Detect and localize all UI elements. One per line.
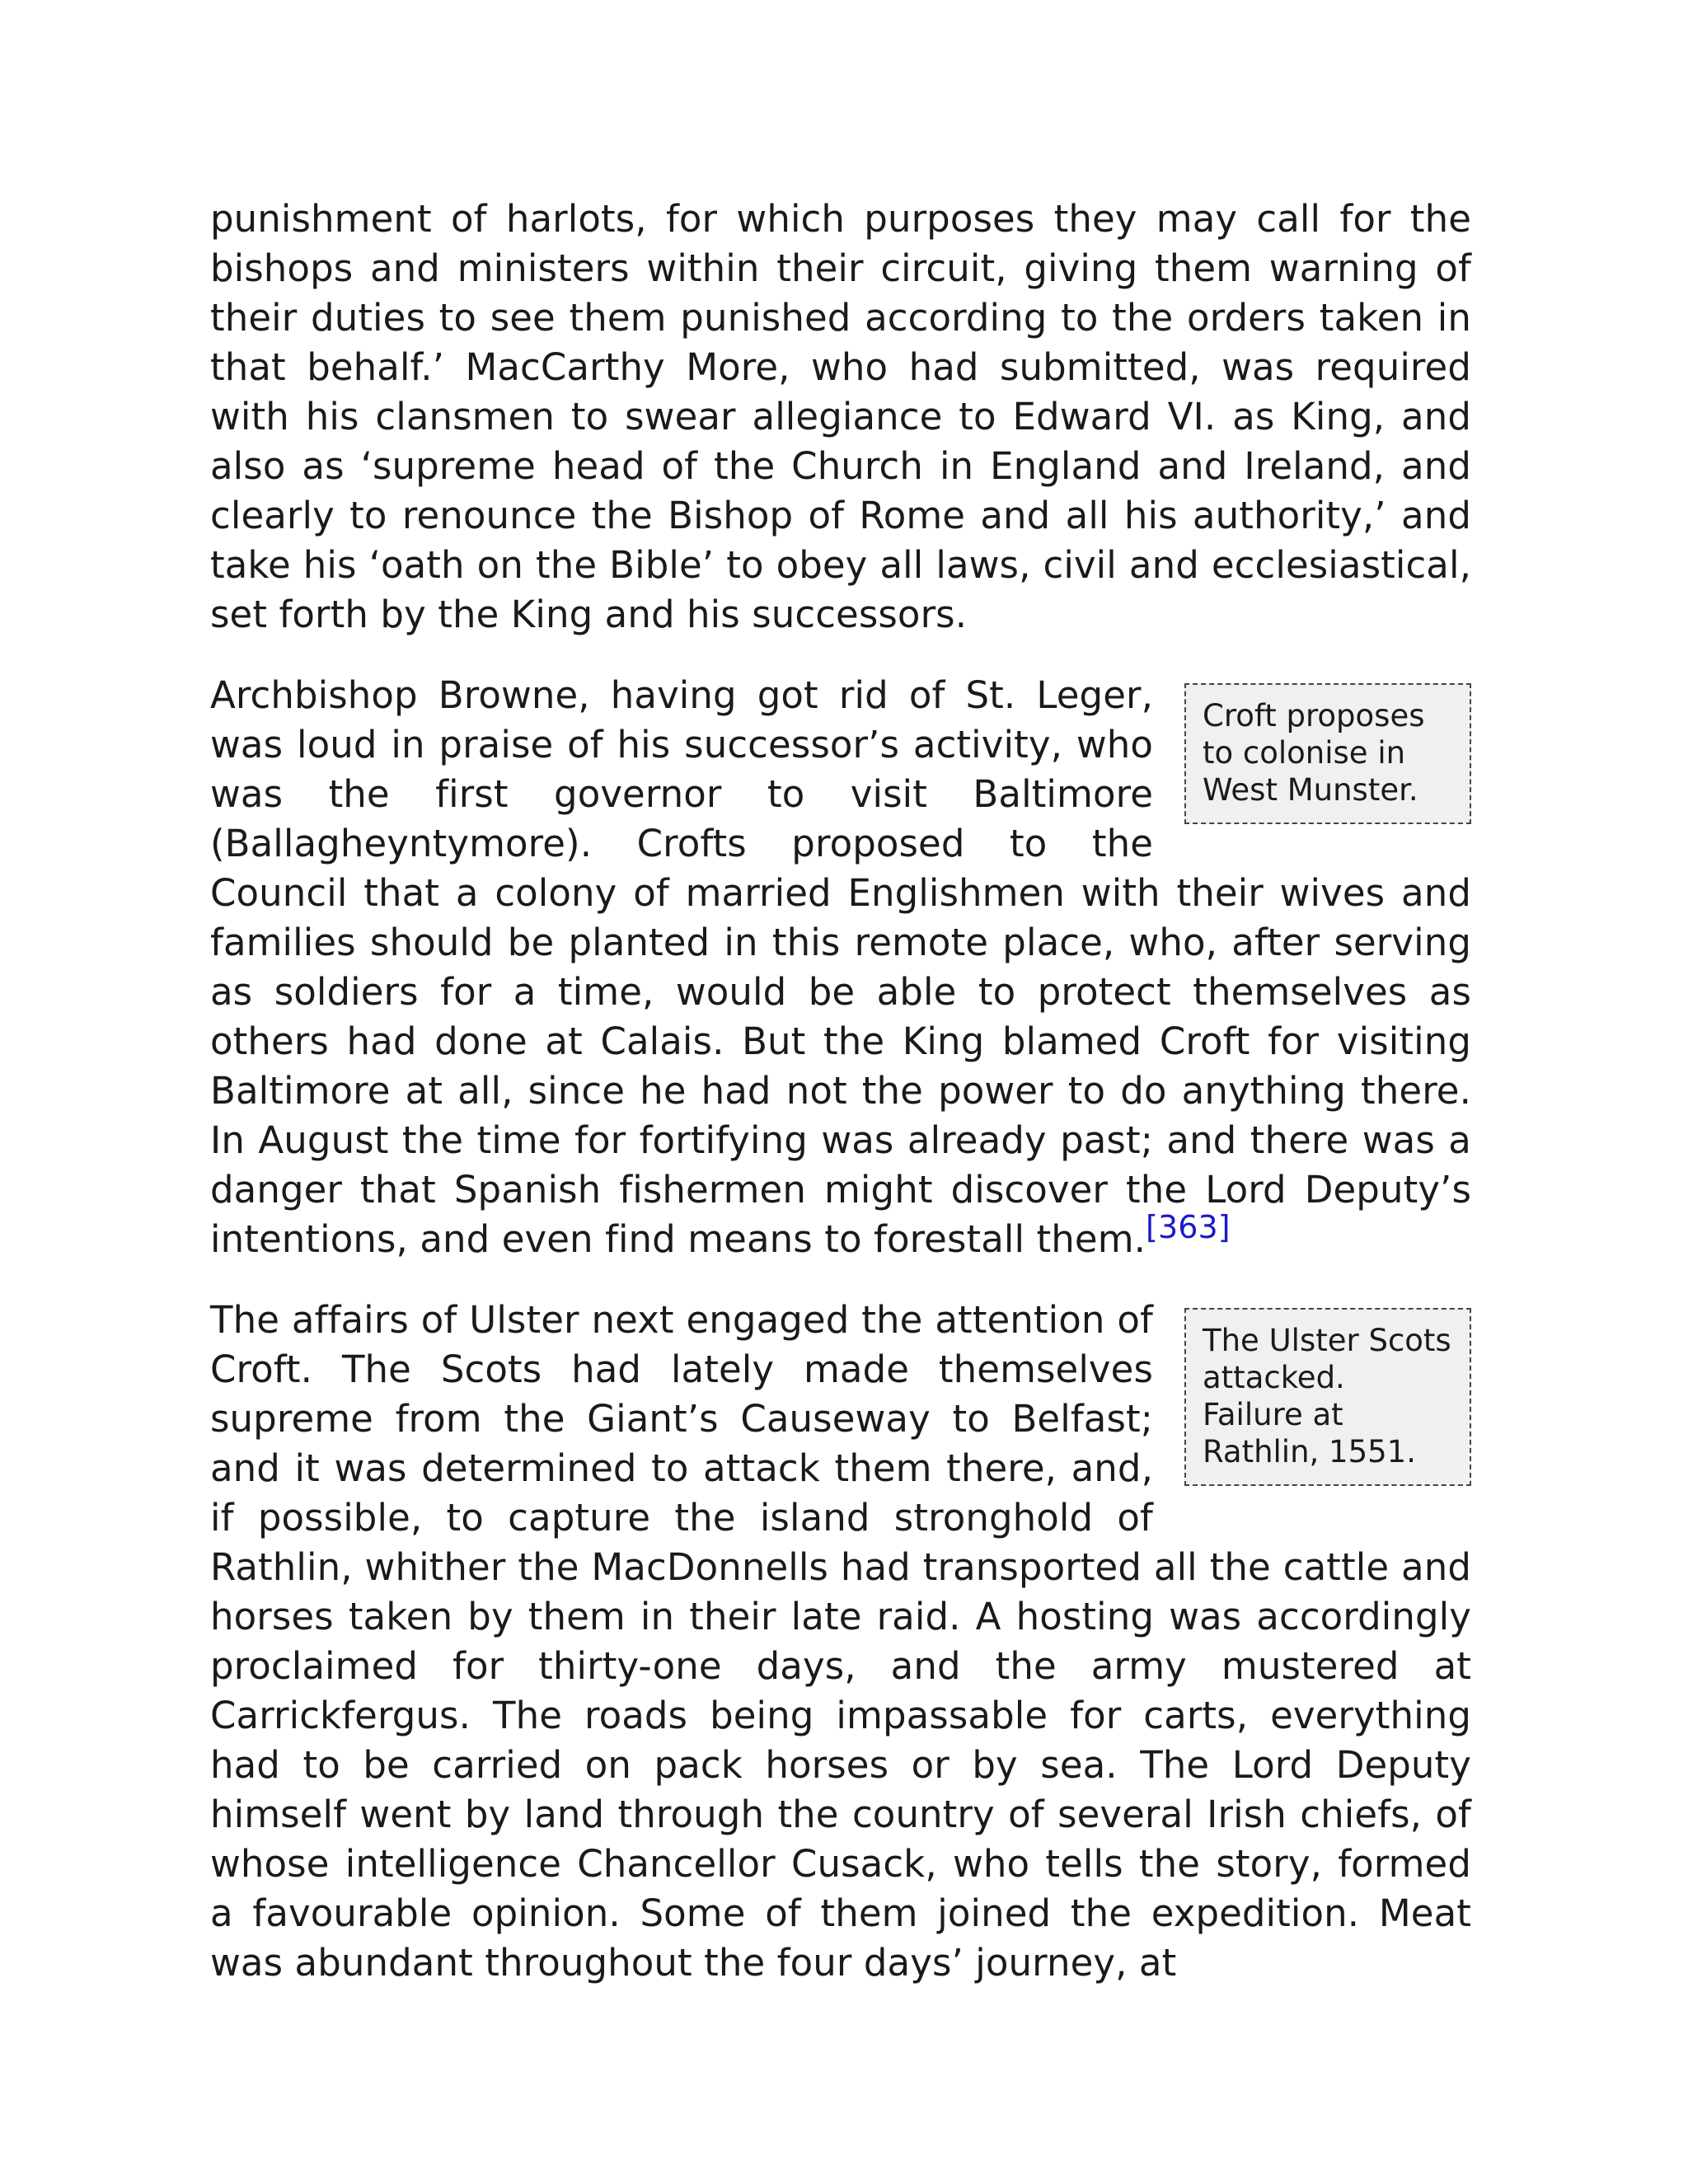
sidenote-ulster-scots: The Ulster Scots attacked. Failure at Rathlin, 1551. [1184, 1308, 1471, 1486]
book-page [210, 194, 1471, 1988]
paragraph-text: punishment of harlots, for which purposes they may call for the bishops and ministers within their circuit, giving them warning of their duties to see them punished according to the orders taken in that behalf.’ MacCarthy More, who had submitted, was required with his clansmen to swear allegiance to Edward VI. as King, and also as ‘supreme head of the Church in England and Ireland, and clearly to renounce the Bishop of Rome and all his authority,’ and take his ‘oath on the Bible’ to obey all laws, civil and ecclesiastical, set forth by the King and his successors. [210, 197, 1471, 636]
sidenote-croft-colonise: Croft proposes to colonise in West Munster. [1184, 683, 1471, 824]
paragraph-1 [210, 194, 1471, 640]
paragraph-text: The affairs of Ulster next engaged the attention of Croft. The Scots had lately made themselves supreme from the Giant’s Causeway to Belfast; and it was determined to attack them there, and, if possible, to capture the island stronghold of Rathlin, whither the MacDonnells had transported all the cattle and horses taken by them in their late raid. A hosting was accordingly proclaimed for thirty-one days, and the army mustered at Carrickfergus. The roads being impassable for carts, everything had to be carried on pack horses or by sea. The Lord Deputy himself went by land through the country of several Irish chiefs, of whose intelligence Chancellor Cusack, who tells the story, formed a favourable opinion. Some of them joined the expedition. Meat was abundant throughout the four days’ journey, at [210, 1298, 1471, 1985]
paragraph-3 [210, 1296, 1471, 1988]
paragraph-text: Archbishop Browne, having got rid of St. Leger, was loud in praise of his successor’s activity, who was the first governor to visit Baltimore (Ballagheyntymore). Crofts proposed to the Council that a colony of married Englishmen with their wives and families should be planted in this remote place, who, after serving as soldiers for a time, would be able to protect themselves as others had done at Calais. But the King blamed Croft for visiting Baltimore at all, since he had not the power to do anything there. In August the time for fortifying was already past; and there was a danger that Spanish fishermen might discover the Lord Deputy’s intentions, and even find means to forestall them. [210, 673, 1471, 1261]
footnote-link-363[interactable]: [363] [1146, 1209, 1231, 1245]
paragraph-2 [210, 671, 1471, 1264]
